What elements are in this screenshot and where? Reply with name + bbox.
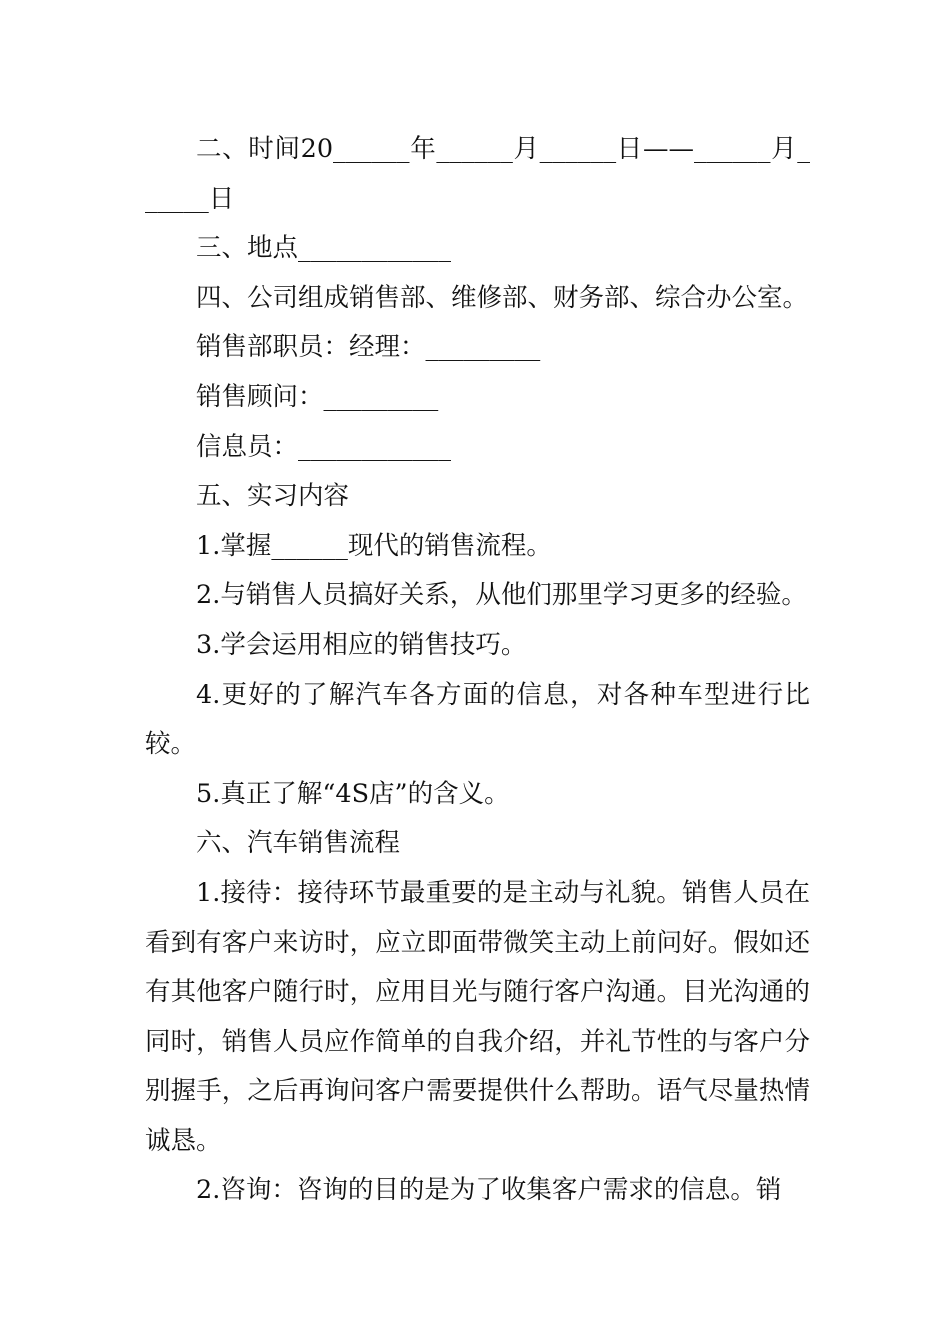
section-heading-internship-content: 五、实习内容 — [196, 481, 350, 512]
paragraph-information-officer: 信息员：____________ — [196, 431, 452, 462]
list-item-5: 5.真正了解“4S店”的含义。 — [196, 778, 510, 809]
list-item-4: 4.更好的了解汽车各方面的信息，对各种车型进行比较。 — [145, 679, 810, 760]
paragraph-company-departments: 四、公司组成销售部、维修部、财务部、综合办公室。 — [196, 282, 809, 313]
list-item-2: 2.与销售人员搞好关系，从他们那里学习更多的经验。 — [196, 580, 807, 611]
list-item-1: 1.掌握______现代的销售流程。 — [196, 530, 552, 561]
paragraph-location: 三、地点____________ — [196, 233, 452, 264]
paragraph-consultation: 2.咨询：咨询的目的是为了收集客户需求的信息。销 — [196, 1175, 782, 1206]
list-item-3: 3.学会运用相应的销售技巧。 — [196, 629, 527, 660]
document-body — [145, 125, 810, 1216]
section-heading-sales-process: 六、汽车销售流程 — [196, 828, 401, 859]
paragraph-sales-consultant: 销售顾问：_________ — [196, 381, 439, 412]
paragraph-time: 二、时间20______年______月______日——______月______日 — [145, 134, 810, 214]
paragraph-reception: 1.接待：接待环节最重要的是主动与礼貌。销售人员在看到有客户来访时，应立即面带微笑主动上前问好。假如还有其他客户随行时，应用目光与随行客户沟通。目光沟通的同时，销售人员应作简单的自我介绍，并礼节性的与客户分别握手，之后再询问客户需要提供什么帮助。语气尽量热情诚恳。 — [145, 877, 810, 1156]
paragraph-sales-manager: 销售部职员：经理：_________ — [196, 332, 541, 363]
